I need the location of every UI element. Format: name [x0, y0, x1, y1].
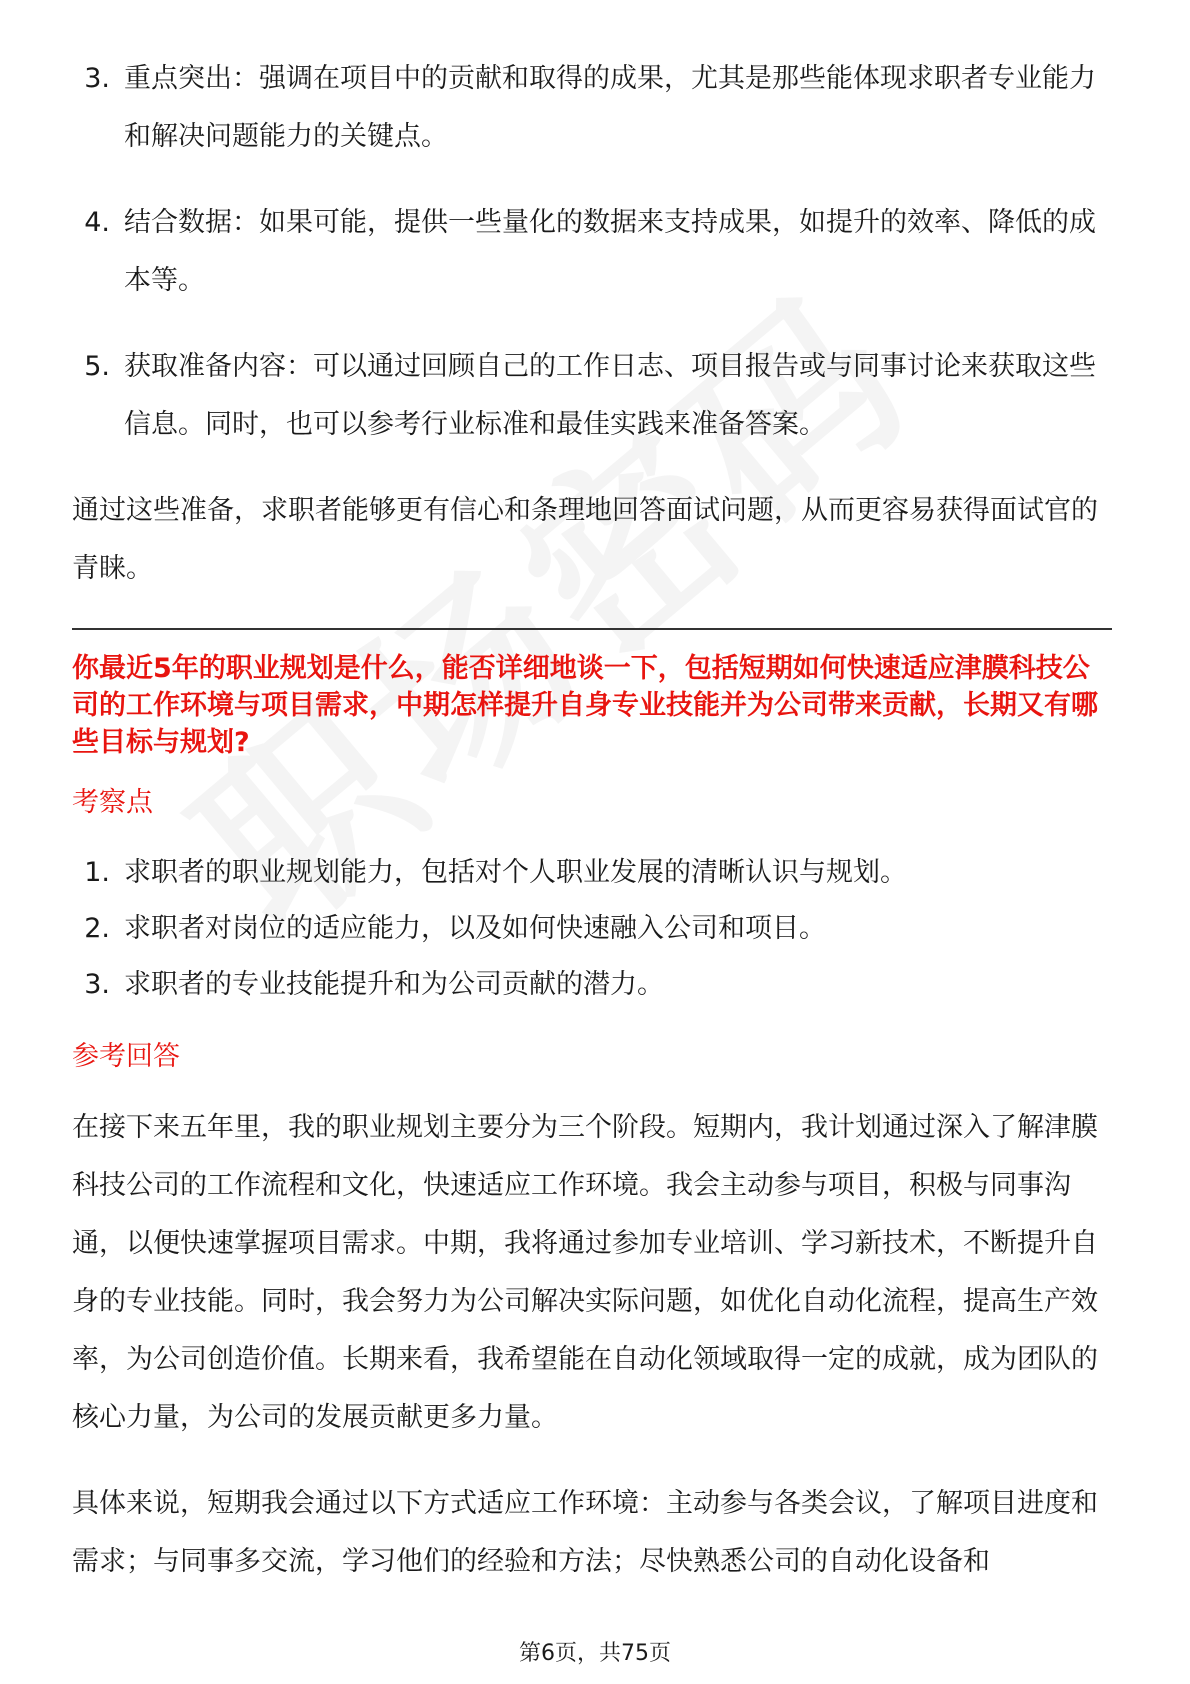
list-text: 求职者的专业技能提升和为公司贡献的潜力。 — [124, 969, 664, 1000]
answer-heading: 参考回答 — [72, 1041, 180, 1072]
answer-paragraph: 具体来说，短期我会通过以下方式适应工作环境：主动参与各类会议，了解项目进度和需求；与同事多交流，学习他们的经验和方法；尽快熟悉公司的自动化设备和 — [72, 1488, 1098, 1577]
list-number: 4. — [84, 207, 110, 238]
focus-points-list — [72, 845, 1112, 1013]
list-number: 2. — [84, 913, 110, 944]
page-footer: 第6页，共75页 — [519, 1641, 671, 1666]
list-item — [72, 50, 1112, 166]
list-item — [72, 845, 1112, 901]
list-item — [72, 901, 1112, 957]
preparation-list — [72, 50, 1112, 454]
list-text: 重点突出：强调在项目中的贡献和取得的成果，尤其是那些能体现求职者专业能力和解决问题能力的关键点。 — [124, 63, 1096, 152]
list-text: 获取准备内容：可以通过回顾自己的工作日志、项目报告或与同事讨论来获取这些信息。同时，也可以参考行业标准和最佳实践来准备答案。 — [124, 351, 1096, 440]
section-divider — [72, 628, 1112, 630]
page-content — [72, 50, 1112, 1619]
list-text: 结合数据：如果可能，提供一些量化的数据来支持成果，如提升的效率、降低的成本等。 — [124, 207, 1096, 296]
answer-paragraph: 在接下来五年里，我的职业规划主要分为三个阶段。短期内，我计划通过深入了解津膜科技公司的工作流程和文化，快速适应工作环境。我会主动参与项目，积极与同事沟通，以便快速掌握项目需求。中期，我将通过参加专业培训、学习新技术，不断提升自身的专业技能。同时，我会努力为公司解决实际问题，如优化自动化流程，提高生产效率，为公司创造价值。长期来看，我希望能在自动化领域取得一定的成就，成为团队的核心力量，为公司的发展贡献更多力量。 — [72, 1112, 1098, 1433]
list-item — [72, 338, 1112, 454]
list-number: 1. — [84, 857, 110, 888]
list-item — [72, 957, 1112, 1013]
list-number: 3. — [84, 969, 110, 1000]
focus-heading: 考察点 — [72, 787, 153, 818]
list-text: 求职者的职业规划能力，包括对个人职业发展的清晰认识与规划。 — [124, 857, 907, 888]
summary-paragraph: 通过这些准备，求职者能够更有信心和条理地回答面试问题，从而更容易获得面试官的青睐。 — [72, 495, 1098, 584]
list-item — [72, 194, 1112, 310]
list-number: 5. — [84, 351, 110, 382]
interview-question: 你最近5年的职业规划是什么，能否详细地谈一下，包括短期如何快速适应津膜科技公司的工作环境与项目需求，中期怎样提升自身专业技能并为公司带来贡献，长期又有哪些目标与规划? — [72, 653, 1098, 758]
list-number: 3. — [84, 63, 110, 94]
list-text: 求职者对岗位的适应能力，以及如何快速融入公司和项目。 — [124, 913, 826, 944]
